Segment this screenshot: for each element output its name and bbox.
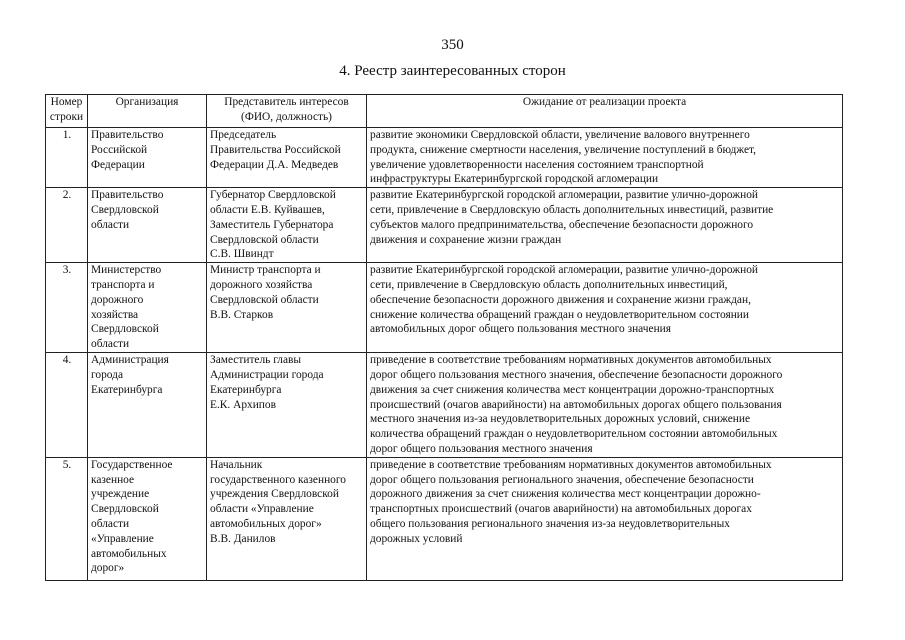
representative-cell: Председатель Правительства Российской Федерации Д.А. Медведев <box>207 128 367 188</box>
table-row <box>46 188 843 263</box>
organization-cell: Министерство транспорта и дорожного хозяйства Свердловской области <box>88 263 207 353</box>
header-organization: Организация <box>88 95 207 128</box>
organization-cell: Правительство Российской Федерации <box>88 128 207 188</box>
table-row <box>46 128 843 188</box>
table-row <box>46 353 843 458</box>
row-number: 4. <box>46 353 88 458</box>
header-expectation: Ожидание от реализации проекта <box>367 95 843 128</box>
representative-cell: Начальник государственного казенного учреждения Свердловской области «Управление автомобильных дорог» В.В. Данилов <box>207 457 367 580</box>
expectation-cell: приведение в соответствие требованиям нормативных документов автомобильных дорог общего пользования местного значения, обеспечение безопасности дорожного движения за счет снижения количества мест концентрации дорожно-транспортных происшествий (очагов аварийности) на автомобильных дорогах общего пользования местного значения из-за неудовлетворительных дорожных условий, снижение количества обращений граждан о неудовлетворительном состоянии автомобильных дорог общего пользования местного значения <box>367 353 843 458</box>
page-number: 350 <box>441 37 464 53</box>
expectation-cell: развитие экономики Свердловской области, увеличение валового внутреннего продукта, снижение смертности населения, увеличение поступлений в бюджет, увеличение удовлетворенности населения состоянием транспортной инфраструктуры Екатеринбургской городской агломерации <box>367 128 843 188</box>
header-representative: Представитель интересов (ФИО, должность) <box>207 95 367 128</box>
table-row <box>46 263 843 353</box>
representative-cell: Губернатор Свердловской области Е.В. Куйвашев, Заместитель Губернатора Свердловской области С.В. Швиндт <box>207 188 367 263</box>
stakeholder-registry-table <box>45 94 843 581</box>
row-number: 1. <box>46 128 88 188</box>
expectation-cell: развитие Екатеринбургской городской агломерации, развитие улично-дорожной сети, привлечение в Свердловскую область дополнительных инвестиций, обеспечение безопасности дорожного движения и сохранение жизни граждан, снижение количества обращений граждан о неудовлетворительном состоянии автомобильных дорог общего пользования местного значения <box>367 263 843 353</box>
organization-cell: Администрация города Екатеринбурга <box>88 353 207 458</box>
row-number: 3. <box>46 263 88 353</box>
representative-cell: Министр транспорта и дорожного хозяйства Свердловской области В.В. Старков <box>207 263 367 353</box>
expectation-cell: развитие Екатеринбургской городской агломерации, развитие улично-дорожной сети, привлечение в Свердловскую область дополнительных инвестиций, развитие субъектов малого предпринимательства, обеспечение безопасности дорожного движения и сохранение жизни граждан <box>367 188 843 263</box>
header-row <box>46 95 843 128</box>
row-number: 5. <box>46 457 88 580</box>
table-row <box>46 457 843 580</box>
representative-cell: Заместитель главы Администрации города Екатеринбурга Е.К. Архипов <box>207 353 367 458</box>
organization-cell: Правительство Свердловской области <box>88 188 207 263</box>
section-heading: 4. Реестр заинтересованных сторон <box>339 63 566 79</box>
expectation-cell: приведение в соответствие требованиям нормативных документов автомобильных дорог общего пользования регионального значения, обеспечение безопасности дорожного движения за счет снижения количества мест концентрации дорожно- транспортных происшествий (очагов аварийности) на автомобильных дорогах общего пользования регионального значения из-за неудовлетворительных дорожных условий <box>367 457 843 580</box>
organization-cell: Государственное казенное учреждение Свердловской области «Управление автомобильных дорог» <box>88 457 207 580</box>
header-row-number: Номер строки <box>46 95 88 128</box>
row-number: 2. <box>46 188 88 263</box>
